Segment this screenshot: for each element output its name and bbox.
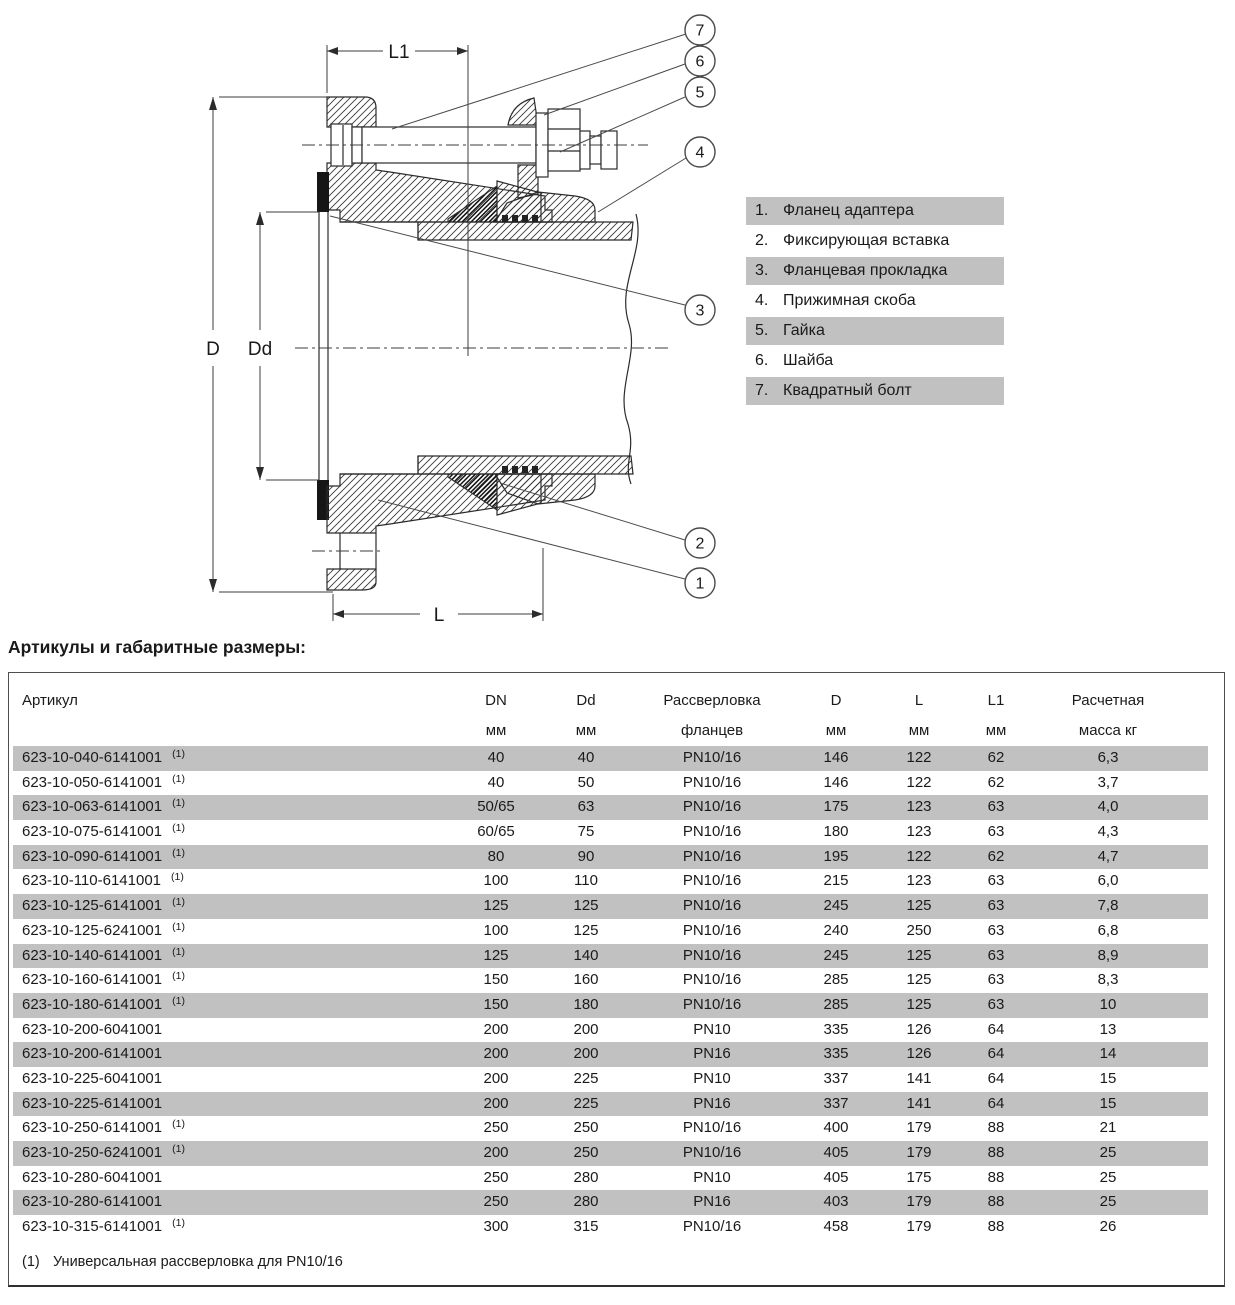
legend-item-label: Гайка (783, 322, 825, 339)
cell-dd: 125 (573, 921, 599, 939)
cell-mass: 10 (1099, 995, 1117, 1013)
cell-l1: 64 (987, 1045, 1005, 1063)
col-subheader-l1: мм (985, 722, 1007, 739)
legend-item-label: Прижимная скоба (783, 292, 916, 309)
cell-article: 623-10-110-6141001 $^{(1)}$ (22, 871, 184, 890)
cell-dd: 50 (577, 773, 595, 791)
cell-dn: 150 (483, 971, 509, 989)
pipe-break-line (624, 214, 638, 484)
cell-l: 125 (906, 946, 932, 964)
cell-l: 250 (906, 921, 932, 939)
cell-article: 623-10-225-6141001 (22, 1094, 163, 1112)
cell-mass: 4,0 (1097, 798, 1119, 816)
legend-item-label: Фиксирующая вставка (783, 232, 950, 249)
callout-balloons (685, 15, 715, 598)
cell-article: 623-10-225-6041001 (22, 1069, 163, 1087)
cell-dn: 200 (483, 1069, 509, 1087)
cell-bore: PN10/16 (682, 847, 742, 865)
cell-l: 141 (906, 1094, 932, 1112)
legend-item-number: 1. (755, 202, 769, 219)
col-header-bore: Рассверловка (663, 692, 761, 709)
table-row (13, 968, 1208, 993)
footnote-marker: (1) (22, 1253, 40, 1270)
cell-d: 245 (823, 897, 849, 915)
cell-l1: 88 (987, 1218, 1005, 1236)
cell-d: 405 (823, 1144, 849, 1161)
cell-dd: 200 (573, 1045, 599, 1063)
cell-d: 180 (823, 823, 849, 841)
flange-gasket-seal (317, 172, 329, 520)
legend-item-label: Фланцевая прокладка (783, 262, 948, 279)
cell-d: 405 (823, 1168, 849, 1186)
cell-mass: 7,8 (1097, 897, 1119, 915)
col-subheader-dd: мм (575, 722, 597, 739)
cell-l1: 63 (987, 921, 1005, 939)
cell-dd: 280 (573, 1168, 599, 1186)
cell-bore: PN16 (693, 1193, 731, 1211)
table-row (13, 894, 1208, 919)
legend-item (746, 317, 1004, 345)
cell-dn: 50/65 (477, 798, 515, 816)
cell-bore: PN10 (693, 1168, 731, 1186)
cell-article: 623-10-040-6141001 $^{(1)}$ (22, 748, 185, 766)
cell-dd: 160 (573, 971, 599, 989)
legend-item-number: 6. (755, 352, 769, 369)
cell-dd: 63 (577, 798, 595, 816)
cell-bore: PN10/16 (682, 971, 742, 989)
cell-l: 179 (906, 1144, 932, 1161)
cell-l1: 64 (987, 1094, 1005, 1112)
cell-dn: 125 (483, 946, 509, 964)
cell-d: 400 (823, 1119, 849, 1137)
legend-item-label: Шайба (783, 352, 834, 369)
table-row (13, 1166, 1208, 1191)
cell-d: 285 (823, 995, 849, 1013)
dim-label-L: L (433, 605, 445, 626)
cell-dn: 250 (483, 1193, 509, 1211)
footnote-ref: (1) (172, 1118, 185, 1131)
table-row (13, 993, 1208, 1018)
footnote-ref: (1) (172, 772, 185, 785)
cell-bore: PN10/16 (682, 749, 742, 766)
legend-item (746, 257, 1004, 285)
cell-bore: PN10/16 (682, 921, 742, 939)
cell-article: 623-10-200-6041001 (22, 1020, 163, 1038)
cell-mass: 8,3 (1097, 971, 1119, 989)
cell-bore: PN10/16 (682, 1218, 742, 1236)
cell-dd: 250 (573, 1144, 599, 1161)
cell-article: 623-10-090-6141001 $^{(1)}$ (22, 846, 185, 865)
cell-l1: 88 (987, 1144, 1005, 1161)
table-row (13, 1215, 1208, 1240)
cell-article: 623-10-063-6141001 $^{(1)}$ (22, 797, 185, 816)
cell-l1: 88 (987, 1193, 1005, 1211)
footnote-ref: (1) (172, 748, 185, 760)
cell-l: 123 (906, 872, 932, 890)
cell-d: 215 (823, 872, 849, 890)
cell-d: 337 (823, 1094, 849, 1112)
cell-article: 623-10-160-6141001 $^{(1)}$ (22, 970, 185, 989)
cell-l: 122 (906, 773, 932, 791)
cell-dd: 200 (573, 1020, 599, 1038)
table-row (13, 845, 1208, 870)
footnote-ref: (1) (172, 896, 185, 909)
legend-item (746, 377, 1004, 405)
table-row (13, 820, 1208, 845)
table-row (13, 771, 1208, 796)
cell-mass: 13 (1099, 1020, 1117, 1038)
cell-bore: PN10/16 (682, 798, 742, 816)
cell-l: 125 (906, 897, 932, 915)
cell-dn: 200 (483, 1020, 509, 1038)
col-subheader-dn: мм (485, 722, 507, 739)
cell-dd: 110 (574, 872, 598, 890)
cell-article: 623-10-075-6141001 $^{(1)}$ (22, 822, 185, 841)
cell-l: 125 (906, 971, 932, 989)
cell-mass: 4,7 (1097, 847, 1119, 865)
cell-bore: PN10/16 (682, 995, 742, 1013)
flange-adapter-cross-section (0, 0, 740, 645)
footnote-ref: (1) (172, 920, 185, 933)
cell-l1: 63 (987, 798, 1005, 816)
cell-dn: 40 (487, 773, 505, 791)
cell-mass: 15 (1099, 1094, 1117, 1112)
cell-dn: 80 (487, 847, 505, 865)
cell-bore: PN16 (693, 1045, 731, 1063)
cell-l1: 64 (987, 1020, 1005, 1038)
cell-d: 403 (823, 1193, 849, 1211)
table-row (13, 944, 1208, 969)
cell-mass: 25 (1099, 1193, 1117, 1211)
parts-legend (746, 197, 1004, 407)
callout-number-2: 2 (695, 535, 705, 553)
cell-article: 623-10-250-6241001 $^{(1)}$ (22, 1143, 185, 1161)
footnote-ref: (1) (172, 1217, 185, 1230)
cell-d: 335 (823, 1020, 849, 1038)
cell-l: 122 (906, 847, 932, 865)
cell-mass: 6,8 (1097, 921, 1119, 939)
cell-dd: 315 (573, 1218, 599, 1236)
cell-l1: 88 (987, 1119, 1005, 1137)
fixing-insert-lower (497, 474, 541, 515)
cell-d: 195 (823, 847, 849, 865)
cell-mass: 4,3 (1097, 823, 1119, 841)
footnote-ref: (1) (172, 945, 185, 958)
cell-bore: PN10/16 (682, 773, 742, 791)
table-row (13, 1190, 1208, 1215)
cell-l1: 64 (987, 1069, 1005, 1087)
footnote-ref: (1) (171, 871, 184, 884)
cell-article: 623-10-280-6041001 (22, 1168, 163, 1186)
cell-bore: PN10/16 (682, 872, 742, 890)
cell-dn: 60/65 (477, 823, 515, 841)
cell-l: 123 (906, 823, 932, 841)
cross-section-svg (0, 0, 740, 645)
cell-dn: 200 (483, 1094, 509, 1112)
legend-item-label: Квадратный болт (783, 382, 912, 399)
cell-d: 245 (823, 946, 849, 964)
cell-l: 179 (906, 1193, 932, 1211)
table-header (9, 673, 1224, 746)
cell-dd: 250 (573, 1119, 599, 1137)
cell-mass: 8,9 (1097, 946, 1119, 964)
cell-bore: PN10/16 (682, 1119, 742, 1137)
cell-l1: 63 (987, 946, 1005, 964)
footnote-ref: (1) (172, 846, 185, 859)
callout-number-7: 7 (695, 22, 705, 40)
cell-dn: 100 (483, 872, 509, 890)
legend-item (746, 347, 1004, 375)
footnote-ref: (1) (172, 994, 185, 1007)
legend-item-number: 3. (755, 262, 769, 279)
cell-mass: 26 (1099, 1218, 1117, 1236)
cell-l1: 62 (987, 773, 1005, 791)
cell-article: 623-10-125-6241001 $^{(1)}$ (22, 920, 185, 939)
cell-l1: 63 (987, 823, 1005, 841)
table-row (13, 795, 1208, 820)
cell-l: 175 (906, 1168, 932, 1186)
col-subheader-article (13, 716, 426, 746)
legend-item-label: Фланец адаптера (783, 202, 914, 219)
table-row (13, 1018, 1208, 1043)
legend-item (746, 227, 1004, 255)
dim-label-Dd: Dd (247, 339, 273, 360)
cell-article: 623-10-140-6141001 $^{(1)}$ (22, 945, 185, 964)
footnote-ref: (1) (172, 1143, 185, 1155)
table-footnote (13, 1253, 1208, 1271)
cell-mass: 15 (1099, 1069, 1117, 1087)
cell-article: 623-10-180-6141001 $^{(1)}$ (22, 994, 185, 1013)
cell-d: 146 (823, 773, 849, 791)
callout-number-6: 6 (695, 53, 705, 71)
cell-dn: 300 (483, 1218, 509, 1236)
cell-dn: 250 (483, 1119, 509, 1137)
cell-dd: 225 (573, 1094, 599, 1112)
cell-dd: 125 (573, 897, 599, 915)
cell-dn: 250 (483, 1168, 509, 1186)
table-body (9, 746, 1224, 1240)
cell-l: 126 (906, 1045, 932, 1063)
cell-article: 623-10-250-6141001 $^{(1)}$ (22, 1118, 185, 1137)
dimension-Dd (248, 212, 319, 480)
cell-mass: 3,7 (1097, 773, 1119, 791)
table-row (13, 746, 1208, 771)
table-row (13, 1116, 1208, 1141)
cell-dd: 280 (573, 1193, 599, 1211)
cell-l1: 62 (987, 749, 1005, 766)
col-subheader-bore: фланцев (680, 722, 744, 739)
col-header-l1: L1 (987, 692, 1005, 709)
nut (548, 109, 580, 171)
cell-bore: PN10/16 (682, 946, 742, 964)
dim-label-D: D (206, 339, 220, 360)
callout-number-3: 3 (695, 302, 705, 320)
legend-item (746, 197, 1004, 225)
cell-l: 179 (906, 1119, 932, 1137)
cell-d: 335 (823, 1045, 849, 1063)
legend-item-number: 2. (755, 232, 769, 249)
cell-bore: PN16 (693, 1094, 731, 1112)
cell-bore: PN10 (693, 1020, 731, 1038)
table-row (13, 1092, 1208, 1117)
cell-article: 623-10-280-6141001 (22, 1193, 163, 1211)
cell-bore: PN10 (693, 1069, 731, 1087)
col-subheader-d: мм (825, 722, 847, 739)
callout-number-4: 4 (695, 144, 705, 162)
cell-bore: PN10/16 (682, 897, 742, 915)
table-row (13, 919, 1208, 944)
cell-dd: 140 (573, 946, 599, 964)
table-row (13, 1042, 1208, 1067)
cell-bore: PN10/16 (682, 823, 742, 841)
cell-l: 123 (906, 798, 932, 816)
legend-item-number: 7. (755, 382, 769, 399)
callout-number-1: 1 (695, 575, 705, 593)
cell-mass: 14 (1099, 1045, 1117, 1063)
col-header-mass: Расчетная (1071, 692, 1145, 709)
col-subheader-l: мм (908, 722, 930, 739)
section-title: Артикулы и габаритные размеры: (8, 637, 306, 657)
dimensions-table (8, 672, 1225, 1287)
cell-l: 122 (906, 749, 932, 766)
cell-dn: 150 (483, 995, 509, 1013)
col-header-article: Артикул (22, 692, 78, 709)
cell-mass: 25 (1099, 1168, 1117, 1186)
cell-l: 141 (906, 1069, 932, 1087)
cell-l1: 63 (987, 995, 1005, 1013)
cell-mass: 21 (1099, 1119, 1117, 1137)
legend-item-number: 5. (755, 322, 769, 339)
cell-d: 146 (823, 749, 849, 766)
cell-l1: 62 (987, 847, 1005, 865)
cell-d: 285 (823, 971, 849, 989)
cell-dd: 90 (577, 847, 595, 865)
dim-label-L1: L1 (388, 42, 410, 63)
cell-article: 623-10-315-6141001 $^{(1)}$ (22, 1217, 185, 1236)
col-subheader-mass: масса кг (1078, 722, 1138, 739)
cell-dn: 200 (483, 1144, 509, 1161)
cell-mass: 6,0 (1097, 872, 1119, 890)
cell-d: 458 (823, 1218, 849, 1236)
cell-l1: 88 (987, 1168, 1005, 1186)
table-row (13, 1141, 1208, 1166)
cell-dd: 225 (573, 1069, 599, 1087)
cell-article: 623-10-050-6141001 $^{(1)}$ (22, 772, 185, 791)
legend-item-number: 4. (755, 292, 769, 309)
cell-mass: 25 (1099, 1144, 1117, 1161)
col-header-l: L (914, 692, 924, 709)
cell-dn: 100 (483, 921, 509, 939)
cell-l: 179 (906, 1218, 932, 1236)
footnote-ref: (1) (172, 970, 185, 983)
pipe-section (340, 214, 638, 484)
cell-dd: 180 (573, 995, 599, 1013)
callout-number-5: 5 (695, 84, 705, 102)
cell-dn: 40 (487, 749, 505, 766)
cell-article: 623-10-125-6141001 $^{(1)}$ (22, 896, 185, 915)
cell-dn: 125 (483, 897, 509, 915)
cell-dd: 75 (577, 823, 595, 841)
cell-mass: 6,3 (1097, 749, 1119, 766)
cell-l1: 63 (987, 897, 1005, 915)
table-row (13, 869, 1208, 894)
cell-d: 337 (823, 1069, 849, 1087)
cell-l: 126 (906, 1020, 932, 1038)
cell-d: 240 (823, 921, 849, 939)
cell-l: 125 (906, 995, 932, 1013)
cell-l1: 63 (987, 872, 1005, 890)
cell-d: 175 (823, 798, 849, 816)
footnote-text: Универсальная рассверловка для PN10/16 (53, 1253, 343, 1270)
cell-dn: 200 (483, 1045, 509, 1063)
cell-bore: PN10/16 (682, 1144, 742, 1161)
cell-dd: 40 (577, 749, 595, 766)
col-header-d: D (830, 692, 842, 709)
cell-l1: 63 (987, 971, 1005, 989)
col-header-dd: Dd (576, 692, 596, 709)
table-row (13, 1067, 1208, 1092)
legend-item (746, 287, 1004, 315)
footnote-ref: (1) (172, 822, 185, 835)
col-header-dn: DN (485, 692, 507, 709)
cell-article: 623-10-200-6141001 (22, 1045, 163, 1063)
footnote-ref: (1) (172, 797, 185, 810)
